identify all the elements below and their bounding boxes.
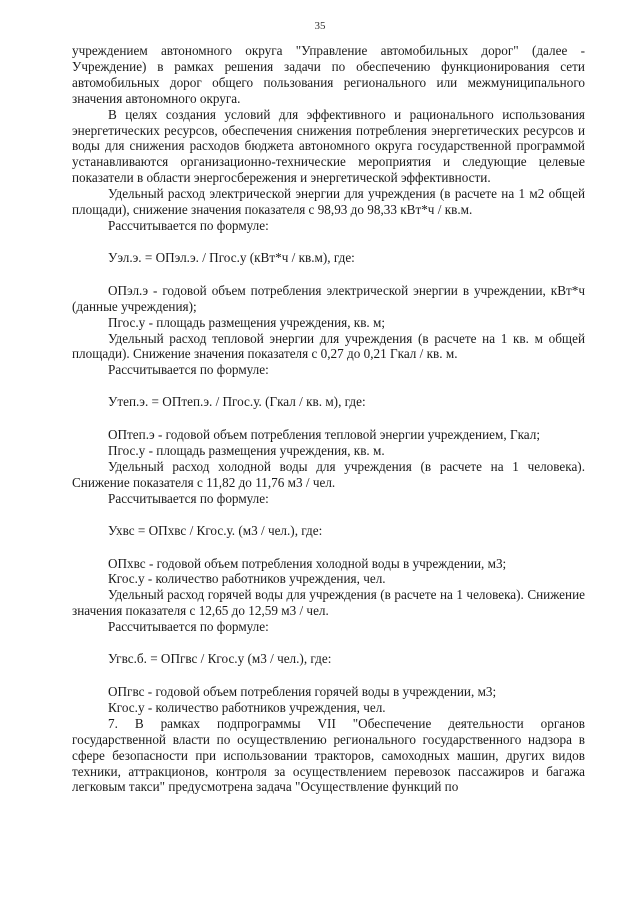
paragraph-cold-water-indicator: Удельный расход холодной воды для учреждения (в расчете на 1 человека). Снижение показателя с 11,82 до 11,76 м3 / чел. <box>72 458 585 490</box>
definition-electricity-consumption: ОПэл.э - годовой объем потребления электрической энергии в учреждении, кВт*ч (данные учреждения); <box>72 282 585 314</box>
definition-heat-consumption: ОПтеп.э - годовой объем потребления тепловой энергии учреждением, Гкал; <box>108 427 540 443</box>
paragraph-energy-goals: В целях создания условий для эффективного и рационального использования энергетических ресурсов, обеспечения снижения потребления энергетических ресурсов и воды для снижения расходов бюджета автономного округа государственной программой устанавливаются организационно-технические мероприятия и следующие целевые показатели в области энергосбережения и энергетической эффективности. <box>72 106 585 186</box>
formula-intro-hot-water: Рассчитывается по формуле: <box>108 619 269 635</box>
definition-hot-water-consumption: ОПгвс - годовой объем потребления горячей воды в учреждении, м3; <box>108 684 497 699</box>
formula-cold-water: Ухвс = ОПхвс / Кгос.у. (м3 / чел.), где: <box>108 522 323 538</box>
definition-area-1: Пгос.у - площадь размещения учреждения, кв. м; <box>108 314 386 330</box>
definition-cold-water-consumption: ОПхвс - годовой объем потребления холодной воды в учреждении, м3; <box>108 555 507 571</box>
formula-intro-cold-water: Рассчитывается по формуле: <box>108 490 269 506</box>
formula-hot-water: Угвс.б. = ОПгвс / Кгос.у (м3 / чел.), где: <box>108 651 332 667</box>
paragraph-heat-indicator: Удельный расход тепловой энергии для учреждения (в расчете на 1 кв. м общей площади). Снижение значения показателя с 0,27 до 0,21 Гкал / кв. м. <box>72 330 585 362</box>
paragraph-electricity-indicator: Удельный расход электрической энергии для учреждения (в расчете на 1 м2 общей площади), снижение значения показателя с 98,93 до 98,33 кВт*ч / кв.м. <box>72 186 585 218</box>
formula-electricity: Уэл.э. = ОПэл.э. / Пгос.у (кВт*ч / кв.м), где: <box>108 249 355 265</box>
formula-heat: Утеп.э. = ОПтеп.э. / Пгос.у. (Гкал / кв. м), где: <box>108 394 366 410</box>
paragraph-hot-water-indicator: Удельный расход горячей воды для учреждения (в расчете на 1 человека). Снижение значения показателя с 12,65 до 12,59 м3 / чел. <box>72 587 585 619</box>
definition-area-2: Пгос.у - площадь размещения учреждения, кв. м. <box>108 443 385 459</box>
paragraph-intro: учреждением автономного округа "Управление автомобильных дорог" (далее - Учреждение) в рамках решения задачи по обеспечению функционирования сети автомобильных дорог общего пользования регионального или межмуниципального значения автономного округа. <box>72 43 585 106</box>
document-body <box>72 43 585 795</box>
formula-intro-heat: Рассчитывается по формуле: <box>108 362 269 378</box>
definition-employees-2: Кгос.у - количество работников учреждения, чел. <box>108 699 386 715</box>
page-number: 35 <box>314 20 326 32</box>
formula-intro-electricity: Рассчитывается по формуле: <box>108 217 269 233</box>
definition-employees-1: Кгос.у - количество работников учреждения, чел. <box>108 571 386 587</box>
paragraph-subprogram-7: 7. В рамках подпрограммы VII "Обеспечение деятельности органов государственной власти по осуществлению регионального государственного надзора в сфере безопасности при использовании тракторов, самоходных машин, других видов техники, аттракционов, контроля за осуществлением перевозок пассажиров и багажа легковым такси" предусмотрена задача "Осуществление функций по <box>72 715 585 795</box>
